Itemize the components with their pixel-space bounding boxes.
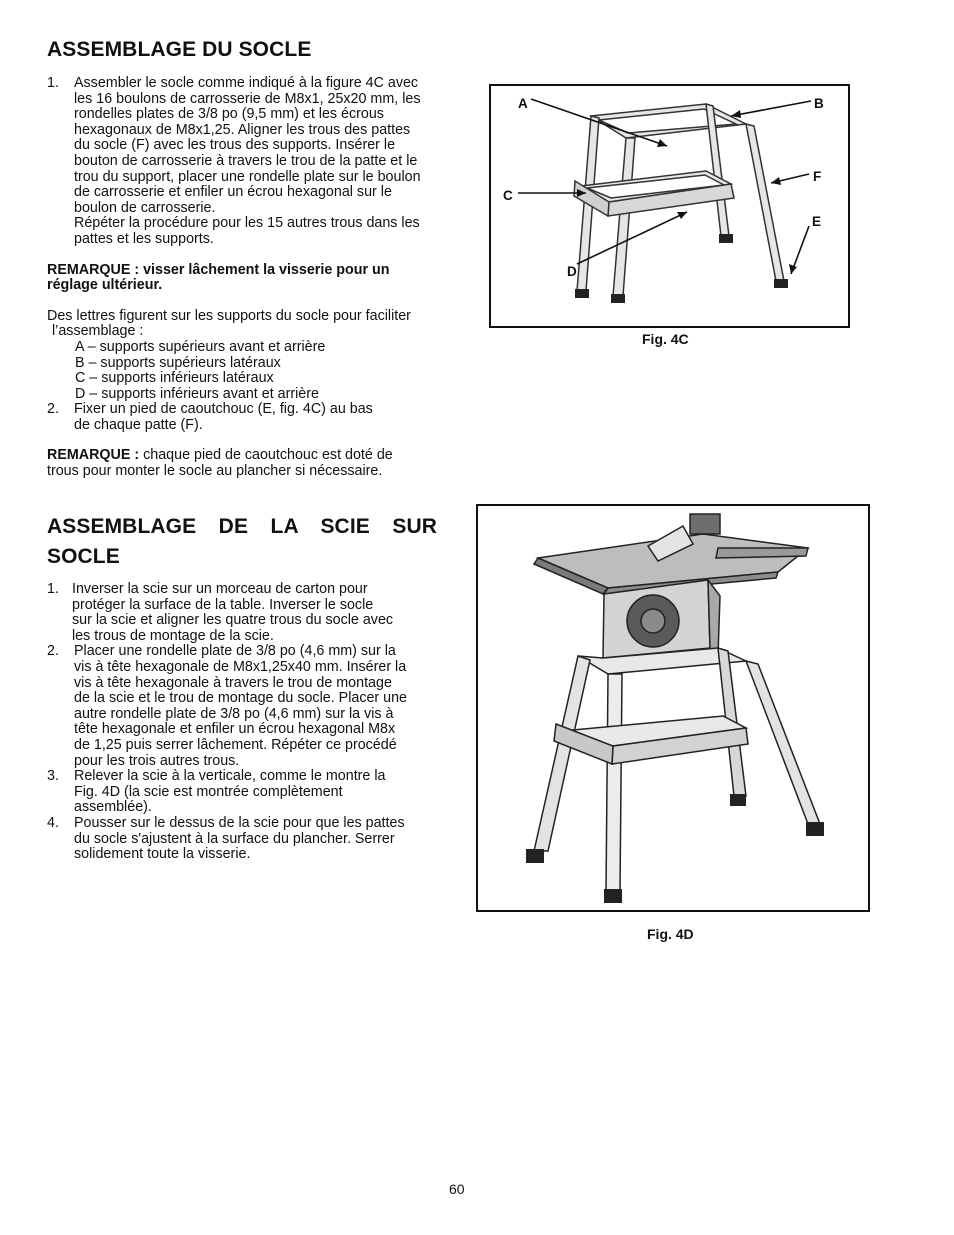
saw-on-stand-illustration bbox=[478, 506, 868, 910]
step-4: 4. Pousser sur le dessus de la scie pour que les pattes du socle s'ajustent à la surface du plancher. Serrer solidement toute la visserie. bbox=[47, 814, 405, 863]
figure-4d-caption: Fig. 4D bbox=[647, 926, 694, 942]
step-2: 2. Placer une rondelle plate de 3/8 po (4,6 mm) sur la vis à tête hexagonale de M8x1,25x40 mm. Insérer la vis à tête hexagonale à travers le trou de montage de la scie et le trou de montage du socle. Placer une autre rondelle plate de 3/8 po (4,6 mm) sur la vis à tête hexagonale et enfiler un écrou hexagonal M8x de 1,25 puis serrer lâchement. Répéter ce procédé pour les trois autres trous. bbox=[47, 643, 408, 769]
letter-item: A – supports supérieurs avant et arrière bbox=[75, 338, 326, 355]
figure-4c-caption: Fig. 4C bbox=[642, 331, 689, 347]
step-1-text: Assembler le socle comme indiqué à la figure 4C avec les 16 boulons de carrosserie de M8x1, 25x20 mm, les rondelles plates de 3/8 po (9,5 mm) et les écrous hexagonaux de M8x1,25. Aligner les trous des pattes du socle (F) avec les trous des supports. Insérer le bouton de carrosserie à travers le trou de la patte et le trou du support, placer une rondelle plate sur le boulon de carrosserie et enfiler un écrou hexagonal sur le boulon de carrosserie. Répéter la procédure pour les 15 autres trous dans les pattes et les supports. bbox=[74, 75, 421, 247]
figure-4c bbox=[489, 84, 850, 328]
note-2: REMARQUE : chaque pied de caoutchouc est doté de trous pour monter le socle au plancher si nécessaire. bbox=[47, 447, 393, 480]
stand-illustration bbox=[491, 86, 848, 326]
figure-4d bbox=[476, 504, 870, 912]
letter-item: C – supports inférieurs latéraux bbox=[75, 370, 274, 387]
page-number: 60 bbox=[449, 1181, 465, 1197]
section-title-socle: ASSEMBLAGE DU SOCLE bbox=[47, 38, 312, 61]
step-1: 1. Inverser la scie sur un morceau de carton pour protéger la surface de la table. Inverser le socle sur la scie et aligner les quatre trous du socle avec les trous de montage de la scie. bbox=[47, 581, 394, 644]
label-c: C bbox=[503, 188, 513, 203]
label-a: A bbox=[518, 96, 528, 111]
section1-body bbox=[47, 76, 450, 480]
section-title-scie: ASSEMBLAGE DE LA SCIE SUR SOCLE bbox=[47, 515, 437, 568]
section2-body bbox=[47, 582, 437, 863]
letters-list bbox=[47, 340, 450, 402]
label-b: B bbox=[814, 96, 824, 111]
note-1: REMARQUE : visser lâchement la visserie pour un réglage ultérieur. bbox=[47, 261, 390, 294]
label-d: D bbox=[567, 264, 577, 279]
step-1: 1. Assembler le socle comme indiqué à la figure 4C avec les 16 boulons de carrosserie de M8x1, 25x20 mm, les rondelles plates de 3/8 po (9,5 mm) et les écrous hexagonaux de M8x1,25. Aligner les trous des pattes du socle (F) avec les trous des supports. Insérer le bouton de carrosserie à travers le trou de la patte et le trou du support, placer une rondelle plate sur le boulon de carrosserie et enfiler un écrou hexagonal sur le boulon de carrosserie. Répéter la procédure pour les 15 autres trous dans les pattes et les supports. bbox=[47, 76, 450, 248]
letter-item: B – supports supérieurs latéraux bbox=[75, 354, 281, 371]
label-e: E bbox=[812, 214, 822, 229]
letters-intro: Des lettres figurent sur les supports du socle pour faciliter l’assemblage : bbox=[47, 307, 411, 340]
letter-item: D – supports inférieurs avant et arrière bbox=[75, 385, 319, 402]
step-2: 2. Fixer un pied de caoutchouc (E, fig. 4C) au bas de chaque patte (F). bbox=[47, 401, 373, 433]
label-f: F bbox=[813, 169, 822, 184]
step-3: 3. Relever la scie à la verticale, comme le montre la Fig. 4D (la scie est montrée complètement assemblée). bbox=[47, 768, 386, 816]
